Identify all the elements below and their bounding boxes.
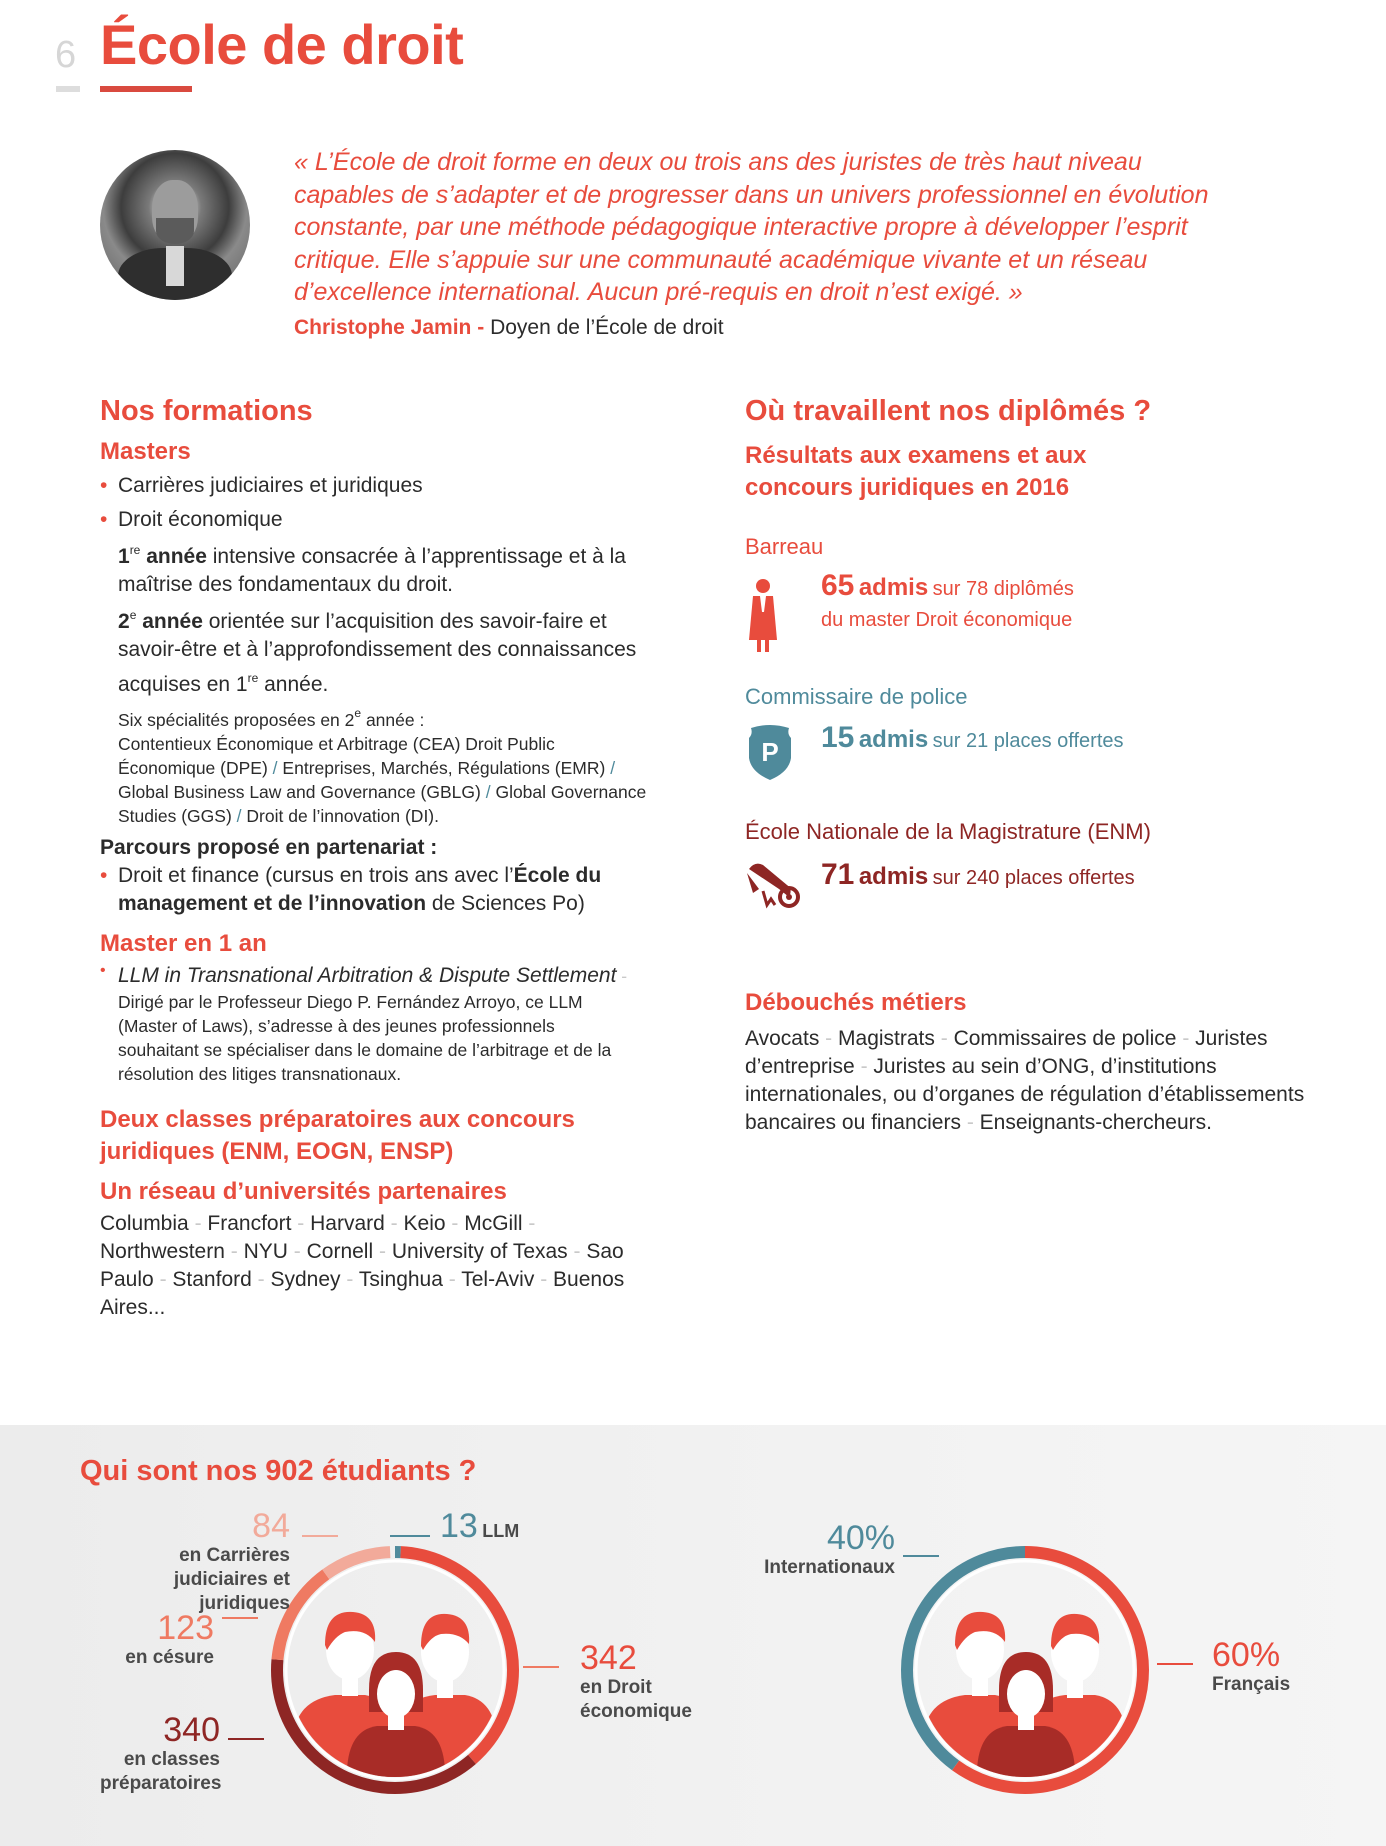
diplomes-heading: Où travaillent nos diplômés ? [745, 395, 1152, 427]
author-role: Doyen de l’École de droit [490, 316, 724, 339]
debouches-list: Avocats - Magistrats - Commissaires de police - Juristes d’entreprise - Juristes au sein d’ONG, d’institutions internationales, ou d’organes de régulation d’établissements bancaires ou financiers - Enseignants-chercheurs. [745, 1027, 1305, 1134]
author-name: Christophe Jamin [294, 316, 472, 339]
specialites-list: Contentieux Économique et Arbitrage (CEA) Droit Public Économique (DPE) / Entreprises, Marchés, Régulations (EMR) / Global Business Law and Governance (GBLG) / Global Governance Studies (GGS) / Droit de l’innovation (DI). [118, 734, 647, 826]
police-badge-icon [745, 724, 795, 780]
students-group-icon [923, 1612, 1127, 1800]
result-label: Commissaire de police [745, 684, 968, 709]
lawyer-robe-icon [747, 578, 779, 658]
label-francais: 60% Français [1212, 1636, 1291, 1695]
formations-section [100, 395, 660, 1322]
result-enm: École Nationale de la Magistrature (ENM) 71 admis sur 240 places offertes [745, 819, 1345, 979]
leader-line [222, 1617, 258, 1619]
leader-line [903, 1555, 939, 1557]
page-title: École de droit [100, 13, 464, 76]
leader-line [302, 1535, 338, 1537]
svg-text:P: P [761, 737, 779, 767]
specialites-intro: Six spécialités proposées en 2e année : [118, 706, 425, 730]
llm-item: • LLM in Transnational Arbitration & Dispute Settlement - Dirigé par le Professeur Diego P. Fernández Arroyo, ce LLM (Master of Laws), s’adresse à des jeunes professionnels souhaitant se spécialiser dans le domaine de l’arbitrage et de la résolution des litiges transnationaux. [100, 962, 660, 1086]
scroll-diploma-icon [745, 859, 801, 909]
leader-line [390, 1535, 430, 1537]
students-group-icon [293, 1612, 497, 1800]
program-donut-chart [265, 1540, 525, 1800]
year1-description: 1re année intensive consacrée à l’apprentissage et à la maîtrise des fondamentaux du droit. [118, 543, 626, 596]
year2-description: 2e année orientée sur l’acquisition des savoir-faire et savoir-être et à l’approfondissement des connaissances acquises en 1re année. [118, 608, 637, 696]
dean-quote: « L’École de droit forme en deux ou trois ans des juristes de très haut niveau capables de s’adapter et de progresser dans un univers professionnel en évolution constante, par une méthode pédagogique interactive propre à développer l’esprit critique. Elle s’appuie sur une communauté académique vivante et un réseau d’excellence international. Aucun pré-requis en droit n’est exigé. » [294, 148, 1209, 306]
masters-heading: Masters [100, 438, 191, 465]
page-number-underline [56, 86, 80, 92]
label-prepa: 340 en classes préparatoires [100, 1711, 222, 1794]
reseau-heading: Un réseau d’universités partenaires [100, 1178, 507, 1205]
quote-attribution: Christophe Jamin - Doyen de l’École de droit [294, 316, 724, 339]
result-barreau: Barreau 65 admis sur 78 diplômés du master Droit économique [745, 534, 1345, 684]
result-label: École Nationale de la Magistrature (ENM) [745, 819, 1151, 844]
results-subheading: Résultats aux examens et aux concours juridiques en 2016 [745, 442, 1087, 501]
debouches-heading: Débouchés métiers [745, 989, 967, 1016]
leader-line [1157, 1663, 1193, 1665]
label-cesure: 123 en césure [125, 1609, 214, 1668]
label-droit-eco: 342 en Droit économique [580, 1639, 692, 1722]
label-carrieres: 84 en Carrières judiciaires et juridiques [173, 1507, 290, 1614]
result-label: Barreau [745, 534, 824, 559]
label-internationaux: 40% Internationaux [764, 1519, 895, 1578]
diplomes-section [745, 395, 1345, 1137]
master-item: • Carrières judiciaires et juridiques [100, 472, 660, 500]
master-1an-heading: Master en 1 an [100, 930, 267, 957]
page-number: 6 [55, 34, 77, 76]
result-number: 65 [821, 569, 855, 602]
students-heading: Qui sont nos 902 étudiants ? [80, 1455, 477, 1487]
result-number: 15 [821, 721, 855, 754]
title-underline [100, 86, 192, 92]
formations-heading: Nos formations [100, 395, 313, 427]
result-police: Commissaire de police P 15 admis sur 21 places offertes [745, 684, 1345, 819]
partenariat-heading: Parcours proposé en partenariat : [100, 836, 438, 859]
universities-list: Columbia - Francfort - Harvard - Keio - McGill - Northwestern - NYU - Cornell - University of Texas - Sao Paulo - Stanford - Sydney - Tsinghua - Tel-Aviv - Buenos Aires... [100, 1212, 625, 1319]
master-item: • Droit économique [100, 506, 660, 534]
prepa-heading: Deux classes préparatoires aux concours juridiques (ENM, EOGN, ENSP) [100, 1106, 575, 1165]
partenariat-item: • Droit et finance (cursus en trois ans avec l’École du management et de l’innovation de Sciences Po) [100, 862, 660, 918]
label-llm: 13 LLM [440, 1507, 520, 1545]
dean-portrait [100, 150, 250, 300]
leader-line [523, 1666, 559, 1668]
result-number: 71 [821, 858, 855, 891]
leader-line [228, 1738, 264, 1740]
origin-donut-chart [895, 1540, 1155, 1800]
